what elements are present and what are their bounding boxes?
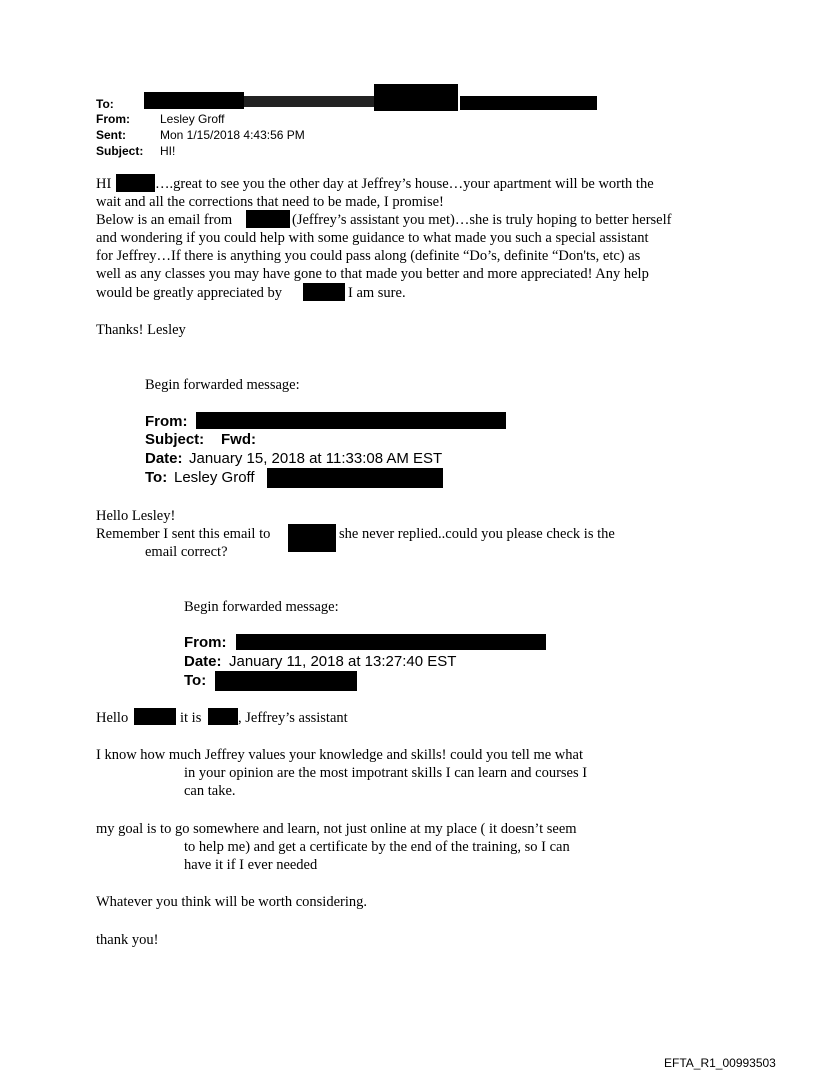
sent-label: Sent: [96, 128, 126, 142]
body-line: it is [180, 710, 202, 726]
forward-intro: Begin forwarded message: [145, 377, 300, 393]
redaction-block [288, 524, 336, 552]
fwd-date-label: Date: [145, 450, 183, 467]
redaction-block [236, 634, 546, 650]
body-line: I know how much Jeffrey values your knowledge and skills! could you tell me what [96, 747, 583, 763]
body-line: (Jeffrey’s assistant you met)…she is truly hoping to better herself [292, 212, 672, 228]
forward-intro: Begin forwarded message: [184, 599, 339, 615]
from-label: From: [96, 112, 130, 126]
redaction-block [267, 468, 443, 488]
subject-value: HI! [160, 144, 176, 158]
redaction-block [374, 84, 458, 111]
sent-value: Mon 1/15/2018 4:43:56 PM [160, 128, 305, 142]
redaction-block [196, 412, 506, 429]
body-line: I am sure. [348, 285, 406, 301]
to-label: To: [96, 97, 114, 111]
fwd-date-value: January 11, 2018 at 13:27:40 EST [229, 653, 457, 670]
body-line: Below is an email from [96, 212, 233, 228]
redaction-block [208, 708, 238, 725]
body-line: in your opinion are the most impotrant skills I can learn and courses I [184, 765, 588, 781]
redaction-block [116, 174, 155, 192]
greeting: Hello Lesley! [96, 508, 176, 524]
fwd-date-value: January 15, 2018 at 11:33:08 AM EST [189, 450, 443, 467]
redaction-block [460, 96, 597, 110]
body-line: can take. [184, 783, 236, 799]
signoff: Thanks! Lesley [96, 322, 186, 338]
body-line: wait and all the corrections that need to be made, I promise! [96, 194, 444, 210]
body-line: to help me) and get a certificate by the end of the training, so I can [184, 839, 570, 855]
body-line: for Jeffrey…If there is anything you could pass along (definite “Do’s, definite “Don'ts, etc) as [96, 248, 641, 264]
body-line: she never replied..could you please check is the [339, 526, 615, 542]
body-line: Hello [96, 710, 129, 726]
body-line: well as any classes you may have gone to that made you better and more appreciated! Any help [96, 266, 649, 282]
fwd-from-label: From: [145, 413, 188, 430]
redaction-block [144, 92, 244, 109]
fwd-subject-label: Subject: [145, 431, 205, 448]
body-line: , Jeffrey’s assistant [238, 710, 348, 726]
body-line: Remember I sent this email to [96, 526, 271, 542]
body-line: email correct? [145, 544, 228, 560]
document-id: EFTA_R1_00993503 [664, 1056, 776, 1070]
body-line: would be greatly appreciated by [96, 285, 283, 301]
redaction-block [244, 96, 374, 107]
body-line: have it if I ever needed [184, 857, 318, 873]
redaction-block [246, 210, 290, 228]
redaction-block [215, 671, 357, 691]
body-line: my goal is to go somewhere and learn, not just online at my place ( it doesn’t seem [96, 821, 577, 837]
fwd-subject-value: Fwd: [221, 431, 256, 448]
body-line: thank you! [96, 932, 159, 948]
fwd-to-value: Lesley Groff [174, 469, 255, 486]
subject-label: Subject: [96, 144, 144, 158]
body-line: ….great to see you the other day at Jeffrey’s house…your apartment will be worth the [155, 176, 654, 192]
fwd-to-label: To: [184, 672, 207, 689]
fwd-to-label: To: [145, 469, 168, 486]
from-value: Lesley Groff [160, 112, 225, 126]
redaction-block [303, 283, 345, 301]
redaction-block [134, 708, 176, 725]
fwd-from-label: From: [184, 634, 227, 651]
fwd-date-label: Date: [184, 653, 222, 670]
body-line: and wondering if you could help with some guidance to what made you such a special assistant [96, 230, 649, 246]
body-line: HI [96, 176, 112, 192]
body-line: Whatever you think will be worth considering. [96, 894, 368, 910]
